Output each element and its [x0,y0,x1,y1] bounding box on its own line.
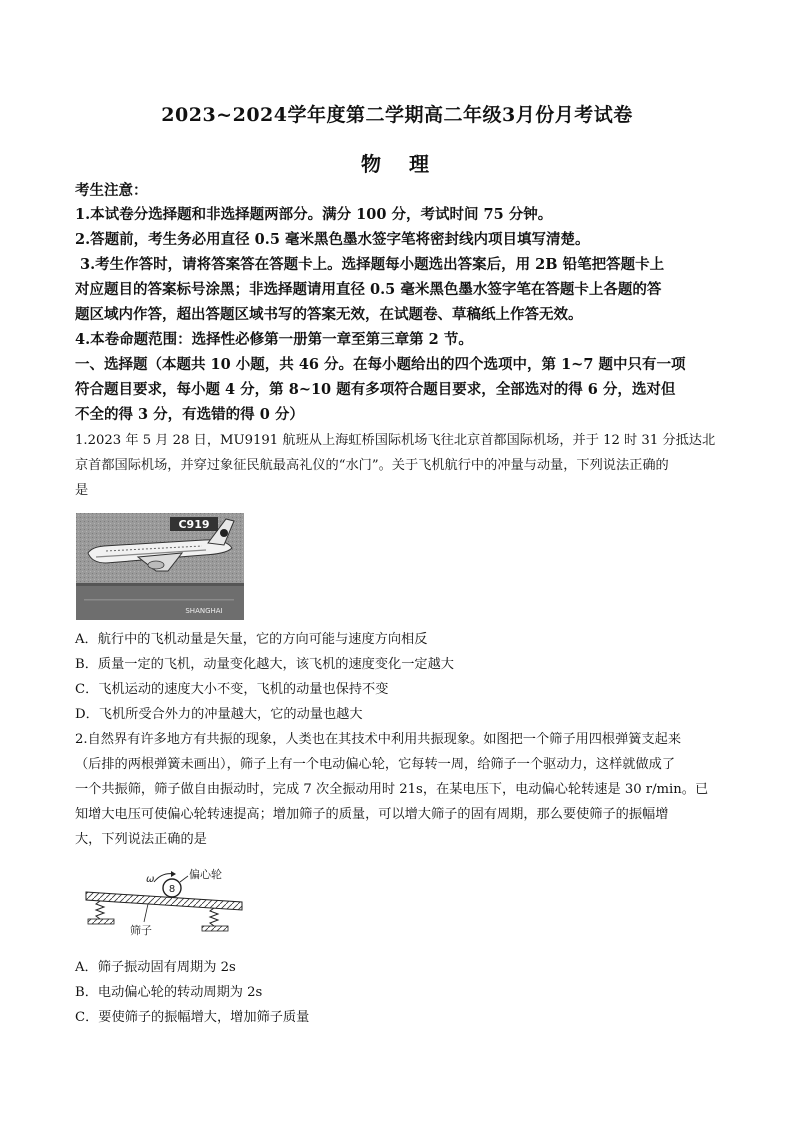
notice-heading: 考生注意： [75,182,148,199]
q2-option-c: C．要使筛子的振幅增大，增加筛子质量 [75,1010,310,1025]
notice-item-2: 2.答题前，考生务必用直径 0.5 毫米黑色墨水签字笔将密封线内项目填写清楚。 [75,231,590,248]
photo-caption: SHANGHAI [185,607,223,615]
q1-stem-line-3: 是 [75,483,89,498]
subject-title: 物 理 [361,152,433,176]
notice-item-4: 4.本卷命题范围：选择性必修第一册第一章至第三章第 2 节。 [75,331,473,348]
q1-stem-line-1: 1.2023 年 5 月 28 日，MU9191 航班从上海虹桥国际机场飞往北京首都国际机场，并于 12 时 31 分抵达北 [75,433,716,448]
section1-line-1: 一、选择题（本题共 10 小题，共 46 分。在每小题给出的四个选项中，第 1~7 题中只有一项 [75,356,686,373]
section1-line-2: 符合题目要求，每小题 4 分，第 8~10 题有多项符合题目要求，全部选对的得 6 分，选对但 [75,381,676,398]
q1-option-a: A．航行中的飞机动量是矢量，它的方向可能与速度方向相反 [75,632,428,647]
notice-item-1: 1.本试卷分选择题和非选择题两部分。满分 100 分，考试时间 75 分钟。 [75,206,553,223]
notice-item-3-line-3: 题区域内作答，超出答题区域书写的答案无效，在试题卷、草稿纸上作答无效。 [75,306,583,323]
svg-text:8: 8 [168,884,176,895]
airplane-photo [76,513,244,620]
q2-stem-line-5: 大，下列说法正确的是 [75,832,207,847]
q1-option-d: D．飞机所受合外力的冲量越大，它的动量也越大 [75,707,363,722]
q2-stem-line-2: （后排的两根弹簧未画出），筛子上有一个电动偏心轮，它每转一周，给筛子一个驱动力，这样就做成了 [75,757,676,772]
notice-item-3-line-2: 对应题目的答案标号涂黑；非选择题请用直径 0.5 毫米黑色墨水签字笔在答题卡上各题的答 [75,281,662,298]
q2-stem-line-3: 一个共振筛，筛子做自由振动时，完成 7 次全振动用时 21s，在某电压下，电动偏心轮转速是 30 r/min。已 [75,782,709,797]
q1-option-b: B．质量一定的飞机，动量变化越大，该飞机的速度变化一定越大 [75,657,454,672]
sieve-label: 筛子 [130,924,152,937]
section1-line-3: 不全的得 3 分，有选错的得 0 分） [75,406,304,423]
q2-option-a: A．筛子振动固有周期为 2s [75,960,236,975]
exam-title: 2023~2024学年度第二学期高二年级3月份月考试卷 [161,104,633,126]
photo-badge: C919 [178,518,210,531]
wheel-label: 偏心轮 [189,868,222,881]
notice-item-3-line-1: 3.考生作答时，请将答案答在答题卡上。选择题每小题选出答案后，用 2B 铅笔把答题卡上 [80,256,665,273]
q2-stem-line-1: 2.自然界有许多地方有共振的现象，人类也在其技术中利用共振现象。如图把一个筛子用四根弹簧支起来 [75,732,682,747]
q2-option-b: B．电动偏心轮的转动周期为 2s [75,985,263,1000]
resonance-sieve-diagram [82,862,252,944]
q1-stem-line-2: 京首都国际机场，并穿过象征民航最高礼仪的“水门”。关于飞机航行中的冲量与动量，下列说法正确的 [75,458,669,473]
omega-label: ω [146,874,155,885]
q1-option-c: C．飞机运动的速度大小不变，飞机的动量也保持不变 [75,682,389,697]
q2-stem-line-4: 知增大电压可使偏心轮转速提高；增加筛子的质量，可以增大筛子的固有周期，那么要使筛子的振幅增 [75,807,669,822]
